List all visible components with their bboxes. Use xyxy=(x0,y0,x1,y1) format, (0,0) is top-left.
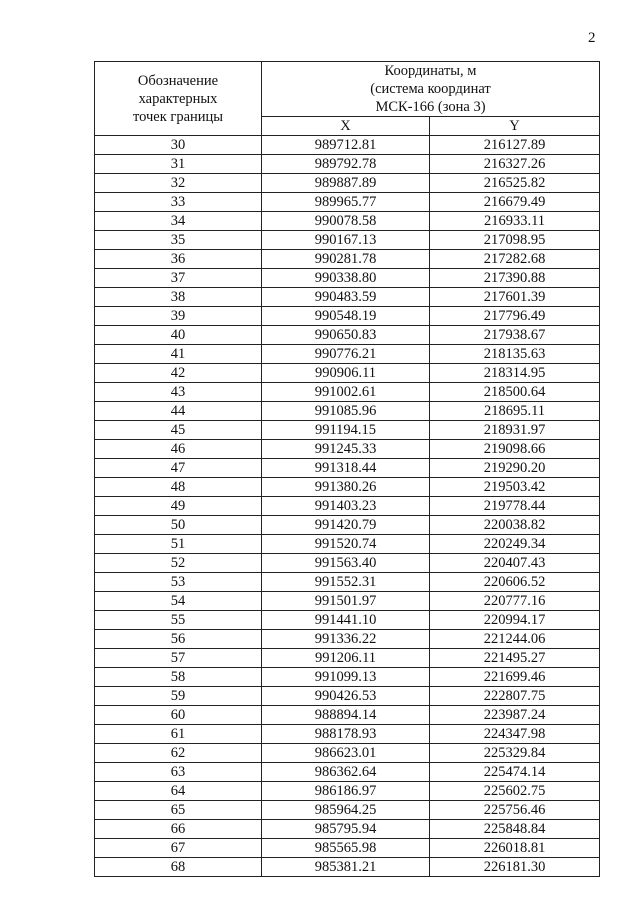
point-cell: 60 xyxy=(95,706,262,725)
x-cell: 988894.14 xyxy=(262,706,430,725)
y-cell: 216127.89 xyxy=(430,136,600,155)
y-cell: 217282.68 xyxy=(430,250,600,269)
y-cell: 217601.39 xyxy=(430,288,600,307)
x-cell: 991085.96 xyxy=(262,402,430,421)
table-row xyxy=(95,554,600,573)
y-cell: 219503.42 xyxy=(430,478,600,497)
table-row xyxy=(95,763,600,782)
points-column-header xyxy=(95,62,262,136)
x-cell: 989792.78 xyxy=(262,155,430,174)
table-row xyxy=(95,592,600,611)
y-cell: 226181.30 xyxy=(430,858,600,877)
point-cell: 46 xyxy=(95,440,262,459)
table-row xyxy=(95,801,600,820)
y-cell: 216679.49 xyxy=(430,193,600,212)
point-cell: 66 xyxy=(95,820,262,839)
table-row xyxy=(95,858,600,877)
x-cell: 991403.23 xyxy=(262,497,430,516)
coords-header-line: МСК-166 (зона 3) xyxy=(375,99,486,115)
x-cell: 990650.83 xyxy=(262,326,430,345)
table-row xyxy=(95,231,600,250)
point-cell: 55 xyxy=(95,611,262,630)
y-cell: 219778.44 xyxy=(430,497,600,516)
table-row xyxy=(95,630,600,649)
x-cell: 991520.74 xyxy=(262,535,430,554)
table-row xyxy=(95,288,600,307)
point-cell: 40 xyxy=(95,326,262,345)
y-cell: 217796.49 xyxy=(430,307,600,326)
x-cell: 991318.44 xyxy=(262,459,430,478)
y-cell: 225474.14 xyxy=(430,763,600,782)
table-row xyxy=(95,649,600,668)
x-cell: 991501.97 xyxy=(262,592,430,611)
y-cell: 220407.43 xyxy=(430,554,600,573)
x-cell: 990078.58 xyxy=(262,212,430,231)
table-row xyxy=(95,440,600,459)
y-cell: 224347.98 xyxy=(430,725,600,744)
point-cell: 41 xyxy=(95,345,262,364)
x-cell: 986623.01 xyxy=(262,744,430,763)
y-cell: 219290.20 xyxy=(430,459,600,478)
table-row xyxy=(95,839,600,858)
y-cell: 218695.11 xyxy=(430,402,600,421)
x-cell: 990548.19 xyxy=(262,307,430,326)
point-cell: 45 xyxy=(95,421,262,440)
y-cell: 218500.64 xyxy=(430,383,600,402)
points-header-line: Обозначение xyxy=(137,72,219,89)
table-row xyxy=(95,269,600,288)
point-cell: 30 xyxy=(95,136,262,155)
table-row xyxy=(95,326,600,345)
x-cell: 988178.93 xyxy=(262,725,430,744)
x-cell: 985964.25 xyxy=(262,801,430,820)
y-cell: 220038.82 xyxy=(430,516,600,535)
y-cell: 216327.26 xyxy=(430,155,600,174)
y-cell: 218314.95 xyxy=(430,364,600,383)
point-cell: 35 xyxy=(95,231,262,250)
point-cell: 62 xyxy=(95,744,262,763)
x-cell: 991245.33 xyxy=(262,440,430,459)
y-cell: 221244.06 xyxy=(430,630,600,649)
table-row xyxy=(95,573,600,592)
page-number: 2 xyxy=(588,30,596,46)
point-cell: 50 xyxy=(95,516,262,535)
point-cell: 63 xyxy=(95,763,262,782)
point-cell: 32 xyxy=(95,174,262,193)
point-cell: 58 xyxy=(95,668,262,687)
table-row xyxy=(95,459,600,478)
point-cell: 42 xyxy=(95,364,262,383)
table-row xyxy=(95,364,600,383)
table-row xyxy=(95,421,600,440)
table-body xyxy=(95,136,600,877)
x-cell: 989712.81 xyxy=(262,136,430,155)
table-row xyxy=(95,136,600,155)
table-row xyxy=(95,250,600,269)
x-cell: 989887.89 xyxy=(262,174,430,193)
point-cell: 52 xyxy=(95,554,262,573)
x-cell: 991099.13 xyxy=(262,668,430,687)
x-cell: 986186.97 xyxy=(262,782,430,801)
y-cell: 220777.16 xyxy=(430,592,600,611)
x-cell: 991441.10 xyxy=(262,611,430,630)
coords-header-line: (система координат xyxy=(370,81,491,97)
point-cell: 36 xyxy=(95,250,262,269)
x-cell: 990167.13 xyxy=(262,231,430,250)
table-row xyxy=(95,402,600,421)
table-row xyxy=(95,687,600,706)
x-cell: 990426.53 xyxy=(262,687,430,706)
y-cell: 216525.82 xyxy=(430,174,600,193)
table-row xyxy=(95,744,600,763)
table-row xyxy=(95,782,600,801)
point-cell: 54 xyxy=(95,592,262,611)
y-column-header: Y xyxy=(430,117,600,136)
y-cell: 217390.88 xyxy=(430,269,600,288)
table-row xyxy=(95,725,600,744)
point-cell: 68 xyxy=(95,858,262,877)
y-cell: 218135.63 xyxy=(430,345,600,364)
x-cell: 989965.77 xyxy=(262,193,430,212)
x-cell: 990906.11 xyxy=(262,364,430,383)
table-row xyxy=(95,383,600,402)
y-cell: 219098.66 xyxy=(430,440,600,459)
table-row xyxy=(95,307,600,326)
point-cell: 49 xyxy=(95,497,262,516)
y-cell: 221495.27 xyxy=(430,649,600,668)
x-cell: 991563.40 xyxy=(262,554,430,573)
table-row xyxy=(95,193,600,212)
point-cell: 48 xyxy=(95,478,262,497)
boundary-points-table xyxy=(94,61,600,877)
point-cell: 31 xyxy=(95,155,262,174)
x-cell: 991194.15 xyxy=(262,421,430,440)
y-cell: 225329.84 xyxy=(430,744,600,763)
y-cell: 220249.34 xyxy=(430,535,600,554)
y-cell: 217098.95 xyxy=(430,231,600,250)
points-header-line: характерных xyxy=(138,90,218,107)
point-cell: 38 xyxy=(95,288,262,307)
table-header xyxy=(95,62,600,136)
table-row xyxy=(95,174,600,193)
y-cell: 217938.67 xyxy=(430,326,600,345)
points-header-line: точек границы xyxy=(132,108,224,125)
y-cell: 225756.46 xyxy=(430,801,600,820)
point-cell: 67 xyxy=(95,839,262,858)
y-cell: 223987.24 xyxy=(430,706,600,725)
point-cell: 34 xyxy=(95,212,262,231)
y-cell: 220994.17 xyxy=(430,611,600,630)
point-cell: 59 xyxy=(95,687,262,706)
table-row xyxy=(95,611,600,630)
y-cell: 225848.84 xyxy=(430,820,600,839)
y-cell: 218931.97 xyxy=(430,421,600,440)
x-cell: 991420.79 xyxy=(262,516,430,535)
y-cell: 226018.81 xyxy=(430,839,600,858)
x-cell: 990776.21 xyxy=(262,345,430,364)
point-cell: 44 xyxy=(95,402,262,421)
point-cell: 65 xyxy=(95,801,262,820)
coords-column-header xyxy=(262,62,600,117)
point-cell: 33 xyxy=(95,193,262,212)
x-cell: 986362.64 xyxy=(262,763,430,782)
y-cell: 225602.75 xyxy=(430,782,600,801)
y-cell: 220606.52 xyxy=(430,573,600,592)
x-cell: 985795.94 xyxy=(262,820,430,839)
x-cell: 985565.98 xyxy=(262,839,430,858)
y-cell: 216933.11 xyxy=(430,212,600,231)
y-cell: 221699.46 xyxy=(430,668,600,687)
table-row xyxy=(95,820,600,839)
point-cell: 56 xyxy=(95,630,262,649)
y-cell: 222807.75 xyxy=(430,687,600,706)
table-row xyxy=(95,212,600,231)
x-cell: 991380.26 xyxy=(262,478,430,497)
point-cell: 57 xyxy=(95,649,262,668)
point-cell: 51 xyxy=(95,535,262,554)
table-row xyxy=(95,706,600,725)
table-row xyxy=(95,155,600,174)
table-row xyxy=(95,497,600,516)
x-cell: 990338.80 xyxy=(262,269,430,288)
point-cell: 37 xyxy=(95,269,262,288)
point-cell: 61 xyxy=(95,725,262,744)
coords-header-line: Координаты, м xyxy=(384,63,477,79)
point-cell: 39 xyxy=(95,307,262,326)
table-row xyxy=(95,478,600,497)
x-cell: 985381.21 xyxy=(262,858,430,877)
x-cell: 991002.61 xyxy=(262,383,430,402)
table-row xyxy=(95,345,600,364)
x-cell: 990281.78 xyxy=(262,250,430,269)
x-cell: 991336.22 xyxy=(262,630,430,649)
table-row xyxy=(95,668,600,687)
point-cell: 64 xyxy=(95,782,262,801)
x-column-header: X xyxy=(262,117,430,136)
table-row xyxy=(95,535,600,554)
point-cell: 43 xyxy=(95,383,262,402)
x-cell: 991206.11 xyxy=(262,649,430,668)
x-cell: 991552.31 xyxy=(262,573,430,592)
table-row xyxy=(95,516,600,535)
x-cell: 990483.59 xyxy=(262,288,430,307)
point-cell: 53 xyxy=(95,573,262,592)
point-cell: 47 xyxy=(95,459,262,478)
